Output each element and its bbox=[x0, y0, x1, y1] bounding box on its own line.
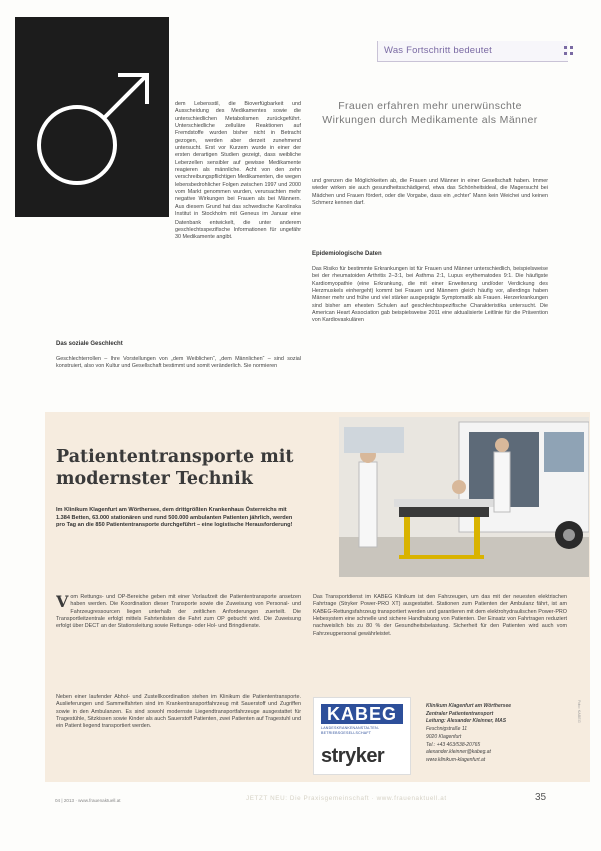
article-col1-intro-top bbox=[175, 101, 301, 218]
ad-lead: Im Klinikum Klagenfurt am Wörthersee, dem drittgrößten Krankenhaus Österreichs mit 1.384 Betten, 63.000 stationären und rund 500.000 ambulanten Patienten jährlich, werden pro Tag an die 850 Patiententransporte durchgeführt – eine logistische Herausforderung! bbox=[56, 507, 293, 529]
article-col2-epi bbox=[312, 266, 548, 394]
male-symbol-illustration bbox=[15, 17, 169, 217]
ad-title: Patiententransporte mit modernster Technik bbox=[56, 447, 294, 489]
ambulance-photo-illustration bbox=[339, 417, 589, 577]
page-number: 35 bbox=[535, 792, 547, 803]
ad-body-paragraph: Das Transportdienst im KABEG Klinikum ist den Fahrzeugen, um das mit der neuesten elektrischen Fahrtrage (Stryker Power-PRO XT) ausgestattet. Stationen zum Patienten der Ambulanz fährt, ist am KABEG-Rettungsfahrzeug transportiert werden und garantieren mit dem elektrohydraulischen Power-PRO Hebesystem eine schnelle und sichere Handhabung von Patienten. Der Einsatz von Fahrtragen reduziert nachweislich bis zu 80 % der Gesundheitsbelastung. Sicherheit für den Patienten wird auch vom Fahrzeugpersonal gewährleistet. bbox=[313, 594, 567, 637]
contact-phone: Tel.: +43 463/538-20765 bbox=[426, 741, 481, 748]
contact-email[interactable]: alexander.kleinner@kabeg.at bbox=[426, 749, 491, 756]
ad-body-col2-block bbox=[313, 594, 567, 690]
contact-lead: Leitung: Alexander Kleinner, MAS bbox=[426, 718, 507, 725]
article-paragraph: Geschlechterrollen – Ihre Vorstellungen von „dem Weiblichen“, „dem Männlichen“ – sind sozial konstruiert, also von Kultur und Gesellschaft bestimmt und somit veränderlich. Sie normieren bbox=[56, 356, 301, 370]
male-symbol-icon bbox=[15, 17, 169, 217]
dropcap: V bbox=[56, 594, 69, 611]
subhead-epidemiological-data: Epidemiologische Daten bbox=[312, 251, 382, 257]
ad-body-col1-block bbox=[56, 594, 301, 686]
subhead-epi-block bbox=[312, 251, 548, 257]
ad-body-paragraph: Neben einer laufender Abhol- und Zustellkoordination stehen im Klinikum die Patiententransporte. Auslieferungen und Sammelfahrten sind im Krankentransportfahrzeug mit Sauerstoff und Zugriffen sowie in den Ambulanzen. Es sind sowohl modernste Liegendtransportfahrzeuge ausgestattet für Tragestühle, Sitzkissen sowie Kinder als auch Sauerstoff Patienten, zwei Patienten auf Tragestuhl und ein Patient liegend transportiert werden. bbox=[56, 694, 301, 730]
contact-web[interactable]: www.klinikum-klagenfurt.at bbox=[426, 756, 486, 763]
ad-body-paragraph: om Rettungs- und OP-Bereiche geben mit einer Vorlaufzeit die Patiententransporte ansetzen haben werden. Die Koordination dieser Transporte sowie die Zuweisung von Personal- und Fahrzeugressourcen liegen unterhalb der zeitlichen Anforderungen zuerteilt. Die Transportleitzentrale erfolgt mittels Fahrtenlisten die Fahrt zum OP gebucht wird. Die Zuweisung erfolgt über DECT an der Stationsleitung sowie Rettungs- oder Hol- und Bringdienste. bbox=[56, 594, 301, 630]
footer-issue: 04 | 2013 · www.frauenaktuell.at bbox=[55, 798, 121, 803]
subhead-social-gender: Das soziale Geschlecht bbox=[56, 341, 123, 347]
ad-body-col1-second bbox=[56, 694, 301, 774]
article-col2-intro bbox=[312, 178, 548, 236]
footer-banner: JETZT NEU: Die Praxisgemeinschaft · www.frauenaktuell.at bbox=[246, 795, 447, 802]
contact-street: Feschnigstraße 11 bbox=[426, 726, 468, 733]
grid-dots-icon bbox=[564, 46, 573, 55]
kabeg-logo: KABEG bbox=[321, 704, 403, 724]
article-paragraph-continued: Datenbank entwickelt, die unter anderem geschlechtsspezifische Informationen für ungefähr 30 Medikamente angibt. bbox=[175, 219, 301, 241]
article-paragraph: dem Lebensstil, die Bioverfügbarkeit und Ausscheidung des Medikamentes sowie die unterschiedlichen Metabolismen zurückgeführt. Unterschiedliche zelluläre Reaktionen auf Fremdstoffe wurden bisher nicht in Betracht gezogen, werden aber derzeit zunehmend untersucht. Erst vor Kurzem wurde in einer der ersten derartigen Studien gezeigt, dass weibliche Leberzellen sensibler auf gewisse Medikamente reagieren als männliche. Acht von den zehn verschreibungspflichtigen Medikamenten, die wegen lebensbedrohlicher Folgen zwischen 1997 und 2000 vom Markt genommen wurden, verursachten mehr negative Wirkungen bei Frauen als bei Männern. Aus diesem Grund hat das schwedische Karolinska Institut in Stockholm mit Geneus im Januar eine bbox=[175, 101, 301, 218]
stryker-logo: stryker bbox=[321, 745, 385, 767]
contact-city: 9020 Klagenfurt bbox=[426, 733, 462, 740]
contact-org: Klinikum Klagenfurt am Wörthersee bbox=[426, 703, 512, 709]
ambulance-photo bbox=[339, 417, 589, 577]
subhead-social-block bbox=[56, 341, 301, 347]
article-paragraph: Das Risiko für bestimmte Erkrankungen ist für Frauen und Männer unterschiedlich, beispielsweise bei der rheumatoiden Arthritis 2–3:1, bei Asthma 2:1, Lupus erythematodes 9:1. Die häufigste Kardiomyopathie (eine Erkrankung, die mit einer Erweiterung und/oder Verdickung des Herzmuskels einhergeht) kommt bei Frauen und Männern gleich häufig vor, allerdings haben Männer mehr und frühe und viel stärker ausgeprägte Symptomatik als Frauen. Herzerkrankungen sind bisher am ehesten Schulen auf geschlechtsspezifische Charakteristika untersucht. Die American Heart Association gab beispielsweise 2011 eine aktualisierte Leitlinie für die Prävention von Kardiovaskulären bbox=[312, 266, 548, 324]
article-col1-social bbox=[56, 356, 301, 394]
kabeg-logo-subtitle: LANDESKRANKENANSTALTEN-BETRIEBSGESELLSCHAFT bbox=[321, 726, 380, 735]
section-header-label: Was Fortschritt bedeutet bbox=[384, 45, 492, 56]
pullquote: Frauen erfahren mehr unerwünschte Wirkungen durch Medikamente als Männer bbox=[322, 100, 538, 126]
article-paragraph: und grenzen die Möglichkeiten ab, die Frauen und Männer in einer Gesellschaft haben. Immer wieder wirken sie auch gesundheitsschädigend, etwa das Schönheitsideal, die Magersucht bei Mädchen und Frauen fördert, oder die Vorgabe, dass ein „echter“ Mann kein Weichei und keinen Schmerz kennen darf. bbox=[312, 178, 548, 207]
contact-block bbox=[426, 703, 566, 765]
contact-dept: Zentraler Patiententransport bbox=[426, 710, 494, 717]
photo-credit: Foto: KABEG bbox=[577, 700, 581, 723]
